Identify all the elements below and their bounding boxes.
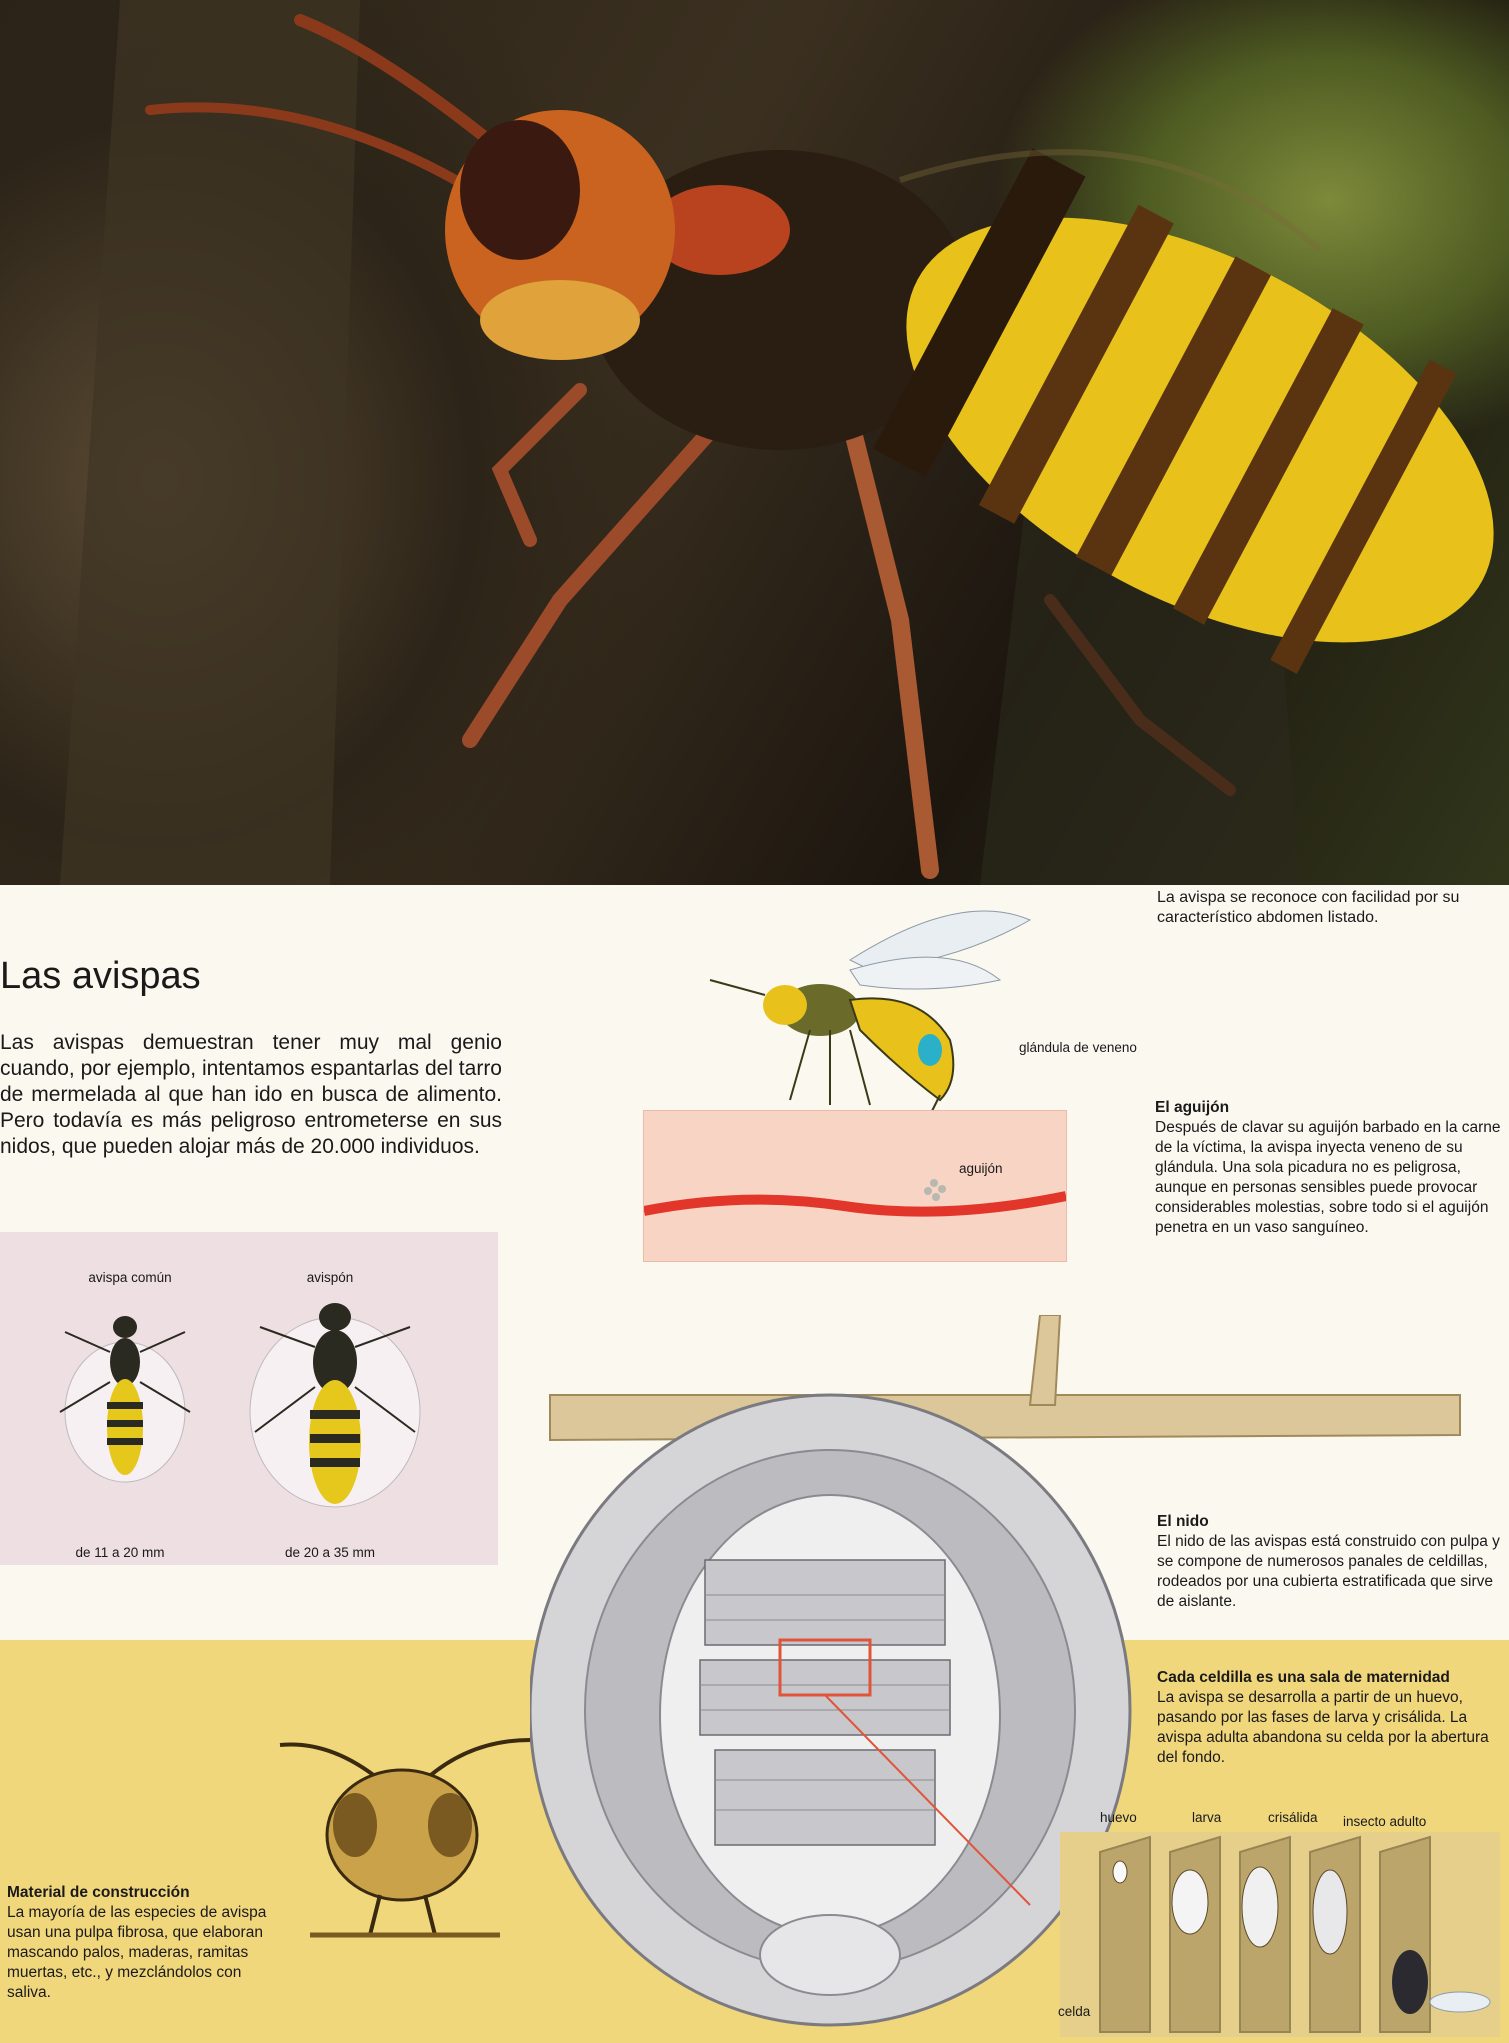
page-title: Las avispas: [0, 955, 201, 997]
stinging-wasp-illustration: [700, 900, 1040, 1130]
stinger-section: [1155, 1098, 1503, 1238]
hero-photo: [0, 0, 1509, 885]
intro-paragraph: Las avispas demuestran tener muy mal genio cuando, por ejemplo, intentamos espantarlas del tarro de mermelada al que han ido en busca de alimento. Pero todavía es más peligroso entrometerse en sus nidos, que pueden alojar más de 20.000 individuos.: [0, 1031, 502, 1158]
material-heading: Material de construcción: [7, 1884, 190, 1901]
nest-heading: El nido: [1157, 1513, 1209, 1530]
hornet-label: avispón: [306, 1270, 354, 1285]
size-comparison-panel: [0, 1232, 498, 1565]
stage-larva-label: larva: [1192, 1810, 1222, 1825]
wasp-species-drawings: [40, 1292, 460, 1522]
cell-heading: Cada celdilla es una sala de maternidad: [1157, 1669, 1450, 1686]
common-wasp-icon: [60, 1316, 190, 1482]
hornet-icon: [250, 1303, 420, 1507]
hornet-illustration: [0, 0, 1509, 885]
material-text: La mayoría de las especies de avispa usan una pulpa fibrosa, que elaboran mascando palos, maderas, ramitas muertas, etc., y mezclándolos con saliva.: [7, 1904, 267, 2001]
venom-gland-label: glándula de veneno: [1019, 1040, 1137, 1055]
cell-section: [1157, 1668, 1502, 1768]
nest-text: El nido de las avispas está construido con pulpa y se compone de numerosos panales de celdillas, rodeados por una cubierta estratificada que sirve de aislante.: [1157, 1533, 1500, 1610]
stage-egg-label: huevo: [1100, 1810, 1137, 1825]
nest-section: [1157, 1512, 1502, 1612]
skin-cross-section: [643, 1110, 1067, 1262]
stage-pupa-label: crisálida: [1268, 1810, 1318, 1825]
blood-vessel: [644, 1111, 1066, 1261]
material-section: [7, 1883, 287, 2003]
hornet-size: de 20 a 35 mm: [284, 1545, 376, 1560]
stage-adult-label: insecto adulto: [1343, 1814, 1427, 1829]
stinger-label: aguijón: [959, 1161, 1003, 1176]
common-wasp-label: avispa común: [88, 1270, 172, 1285]
common-wasp-size: de 11 a 20 mm: [75, 1545, 165, 1560]
cell-stages-illustration: [1060, 1832, 1500, 2037]
hornet-head-illustration: [270, 1720, 540, 1940]
photo-caption: La avispa se reconoce con facilidad por su característico abdomen listado.: [1157, 889, 1460, 926]
stinger-text: Después de clavar su aguijón barbado en la carne de la víctima, la avispa inyecta veneno de su glándula. Una sola picadura no es peligrosa, aunque en personas sensibles puede provocar considerables molestias, sobre todo si el aguijón penetra en un vaso sanguíneo.: [1155, 1119, 1501, 1236]
cell-label: celda: [1058, 2004, 1091, 2019]
stinger-heading: El aguijón: [1155, 1099, 1230, 1116]
cell-text: La avispa se desarrolla a partir de un huevo, pasando por las fases de larva y crisálida. La avispa adulta abandona su celda por la abertura del fondo.: [1157, 1689, 1489, 1766]
